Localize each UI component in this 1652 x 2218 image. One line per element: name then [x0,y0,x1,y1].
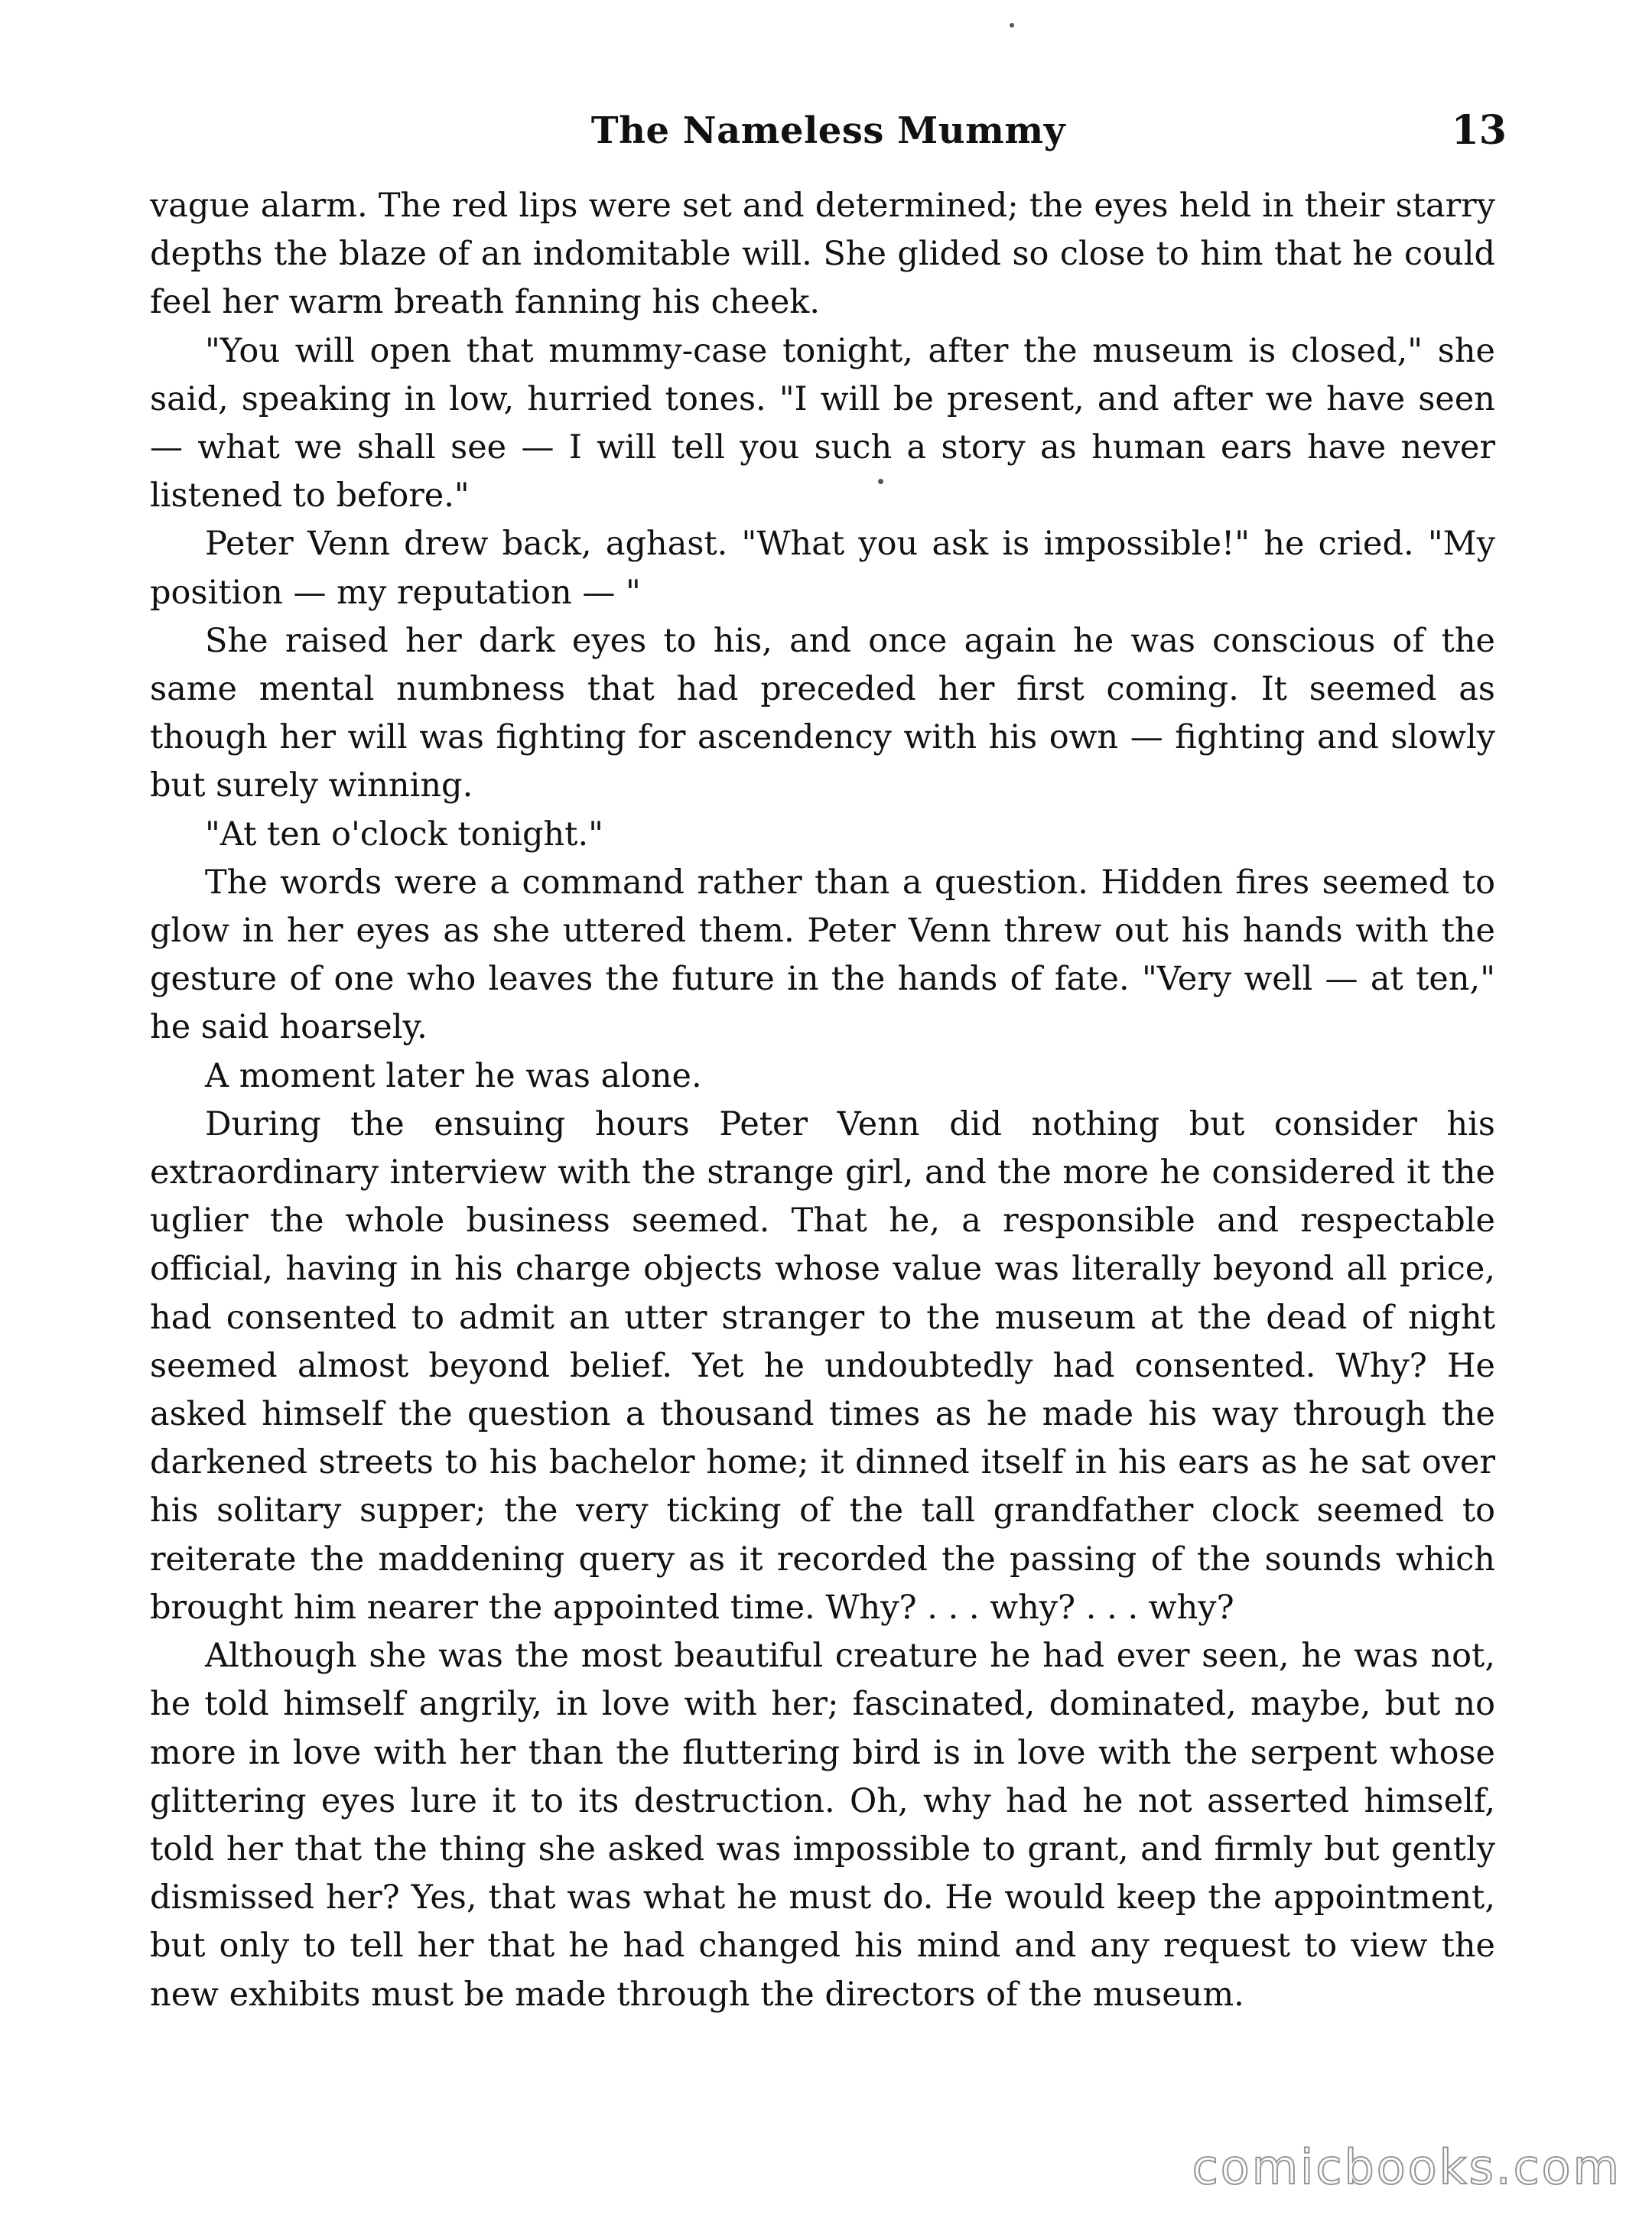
paragraph-3: Peter Venn drew back, aghast. "What you ask is impossible!" he cried. "My position — my reputation — " [150,525,1495,612]
paragraph-7: A moment later he was alone. [205,1056,702,1095]
watermark: comicbooks.com [1192,2139,1621,2195]
page-number: 13 [1451,107,1507,154]
running-title: The Nameless Mummy [590,109,1066,152]
page-header [150,104,1507,158]
paragraph-8: During the ensuing hours Peter Venn did nothing but consider his extraordinary interview with the strange girl, and the more he considered it the uglier the whole business seemed. That he, a responsible and respectable official, having in his charge objects whose value was literally beyond all price, had consented to admit an utter stranger to the museum at the dead of night seemed almost beyond belief. Yet he undoubtedly had consented. Why? He asked himself the question a thousand times as he made his way through the darkened streets to his bachelor home; it dinned itself in his ears as he sat over his solitary supper; the very ticking of the tall grandfather clock seemed to reiterate the maddening query as it recorded the passing of the sounds which brought him nearer the appointed time. Why? . . . why? . . . why? [150,1104,1495,1627]
paragraph-5: "At ten o'clock tonight." [205,815,603,854]
scan-speck [1010,23,1014,28]
paragraph-1: vague alarm. The red lips were set and determined; the eyes held in their starry depths the blaze of an indomitable will. She glided so close to him that he could feel her warm breath fanning his cheek. [150,187,1495,322]
paragraph-2: "You will open that mummy-case tonight, after the museum is closed," she said, speaking in low, hurried tones. "I will be present, and after we have seen — what we shall see — I will tell you such a story as human ears have never listened to before." [150,331,1495,515]
paragraph-4: She raised her dark eyes to his, and once again he was conscious of the same mental numbness that had preceded her first coming. It seemed as though her will was fighting for ascendency with his own — fighting and slowly but surely winning. [150,621,1495,805]
paragraph-9: Although she was the most beautiful creature he had ever seen, he was not, he told himself angrily, in love with her; fascinated, dominated, maybe, but no more in love with her than the fluttering bird is in love with the serpent whose glittering eyes lure it to its destruction. Oh, why had he not asserted himself, told her that the thing she asked was impossible to grant, and firmly but gently dismissed her? Yes, that was what he must do. He would keep the appointment, but only to tell her that he had changed his mind and any request to view the new exhibits must be made through the directors of the museum. [150,1637,1495,2014]
body-text [150,182,1495,2019]
paragraph-6: The words were a command rather than a question. Hidden fires seemed to glow in her eyes as she uttered them. Peter Venn threw out his hands with the gesture of one who leaves the future in the hands of fate. "Very well — at ten," he said hoarsely. [150,863,1495,1047]
scan-speck [878,479,883,484]
